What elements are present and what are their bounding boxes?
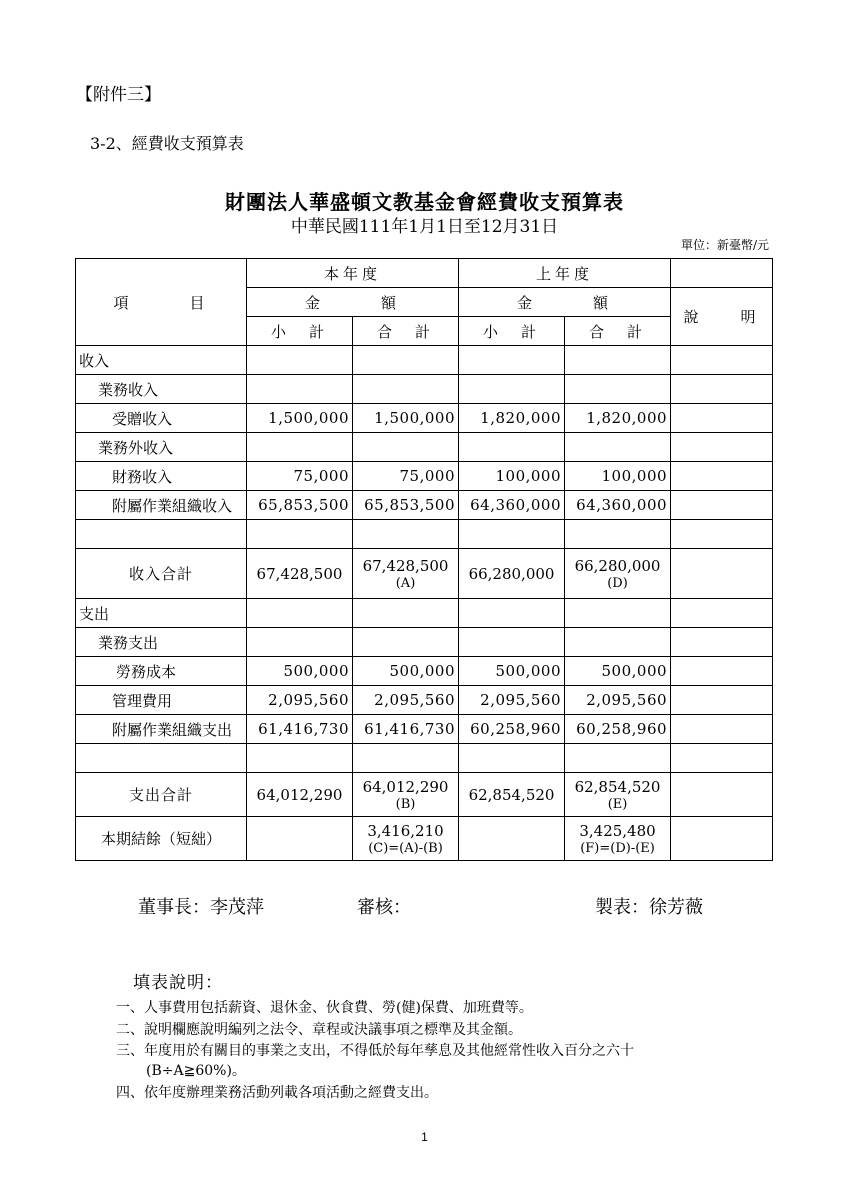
currency-unit: 單位：新臺幣/元 [680,238,769,252]
income-section-label: 收入 [76,346,247,375]
table-row [76,599,773,628]
note-item-3: 三、年度用於有關目的事業之支出，不得低於每年孳息及其他經常性收入百分之六十 [116,1043,634,1059]
table-row [76,817,773,861]
financial-cur-sub: 75,000 [247,462,353,491]
income-total-cur-sub: 67,428,500 [247,549,353,599]
budget-table [75,258,773,861]
affiliated-expense-prev-sub: 60,258,960 [459,715,565,744]
income-total-cur-total-cell [353,549,459,599]
affiliated-expense-prev-total: 60,258,960 [565,715,671,744]
labor-cur-sub: 500,000 [247,657,353,686]
header-item: 項 目 [76,259,247,346]
surplus-cur-total: 3,416,210 [367,821,444,840]
table-row [76,520,773,549]
donation-cur-sub: 1,500,000 [247,404,353,433]
table-row [76,375,773,404]
financial-prev-total: 100,000 [565,462,671,491]
labor-prev-sub: 500,000 [459,657,565,686]
expense-total-cur-total: 64,012,290 [362,777,449,796]
header-amount-previous: 金 額 [459,288,671,317]
affiliated-income-cur-total: 65,853,500 [353,491,459,520]
admin-prev-total: 2,095,560 [565,686,671,715]
financial-prev-sub: 100,000 [459,462,565,491]
admin-cur-total: 2,095,560 [353,686,459,715]
note-item-4: 四、依年度辦理業務活動列載各項活動之經費支出。 [116,1085,438,1101]
donation-cur-total: 1,500,000 [353,404,459,433]
table-row [76,657,773,686]
expense-total-prev-total: 62,854,520 [574,777,661,796]
financial-cur-total: 75,000 [353,462,459,491]
header-total-current: 合 計 [353,317,459,346]
document-title: 財團法人華盛頓文教基金會經費收支預算表 [225,190,624,214]
operating-expense-label: 業務支出 [76,628,247,657]
note-item-2: 二、說明欄應說明編列之法令、章程或決議事項之標準及其金額。 [116,1022,522,1038]
donation-label: 受贈收入 [76,404,247,433]
surplus-prev-total: 3,425,480 [579,821,656,840]
financial-income-label: 財務收入 [76,462,247,491]
affiliated-expense-label: 附屬作業組織支出 [76,715,247,744]
expense-total-label: 支出合計 [76,773,247,817]
expense-total-cur-note: (B) [395,796,416,812]
table-row [76,433,773,462]
income-total-prev-sub: 66,280,000 [459,549,565,599]
table-row [76,404,773,433]
table-row [76,744,773,773]
income-total-prev-note: (D) [607,575,628,591]
attachment-label: 【附件三】 [76,85,161,105]
expense-total-cur-total-cell [353,773,459,817]
header-row-year [76,259,773,288]
expense-total-prev-total-cell [565,773,671,817]
header-amount-current: 金 額 [247,288,459,317]
table-row [76,491,773,520]
income-total-prev-total-cell [565,549,671,599]
table-row [76,686,773,715]
surplus-label: 本期結餘（短絀） [76,817,247,861]
admin-cost-label: 管理費用 [76,686,247,715]
chairman-signature: 董事長：李茂萍 [138,897,264,918]
preparer-signature: 製表：徐芳薇 [595,897,703,918]
labor-cur-total: 500,000 [353,657,459,686]
admin-cur-sub: 2,095,560 [247,686,353,715]
affiliated-income-cur-sub: 65,853,500 [247,491,353,520]
note-item-3-cont: (B÷A≧60%)。 [146,1063,246,1079]
note-item-1: 一、人事費用包括薪資、退休金、伙食費、勞(健)保費、加班費等。 [116,1000,533,1016]
table-row [76,715,773,744]
affiliated-income-prev-total: 64,360,000 [565,491,671,520]
surplus-prev-cell [565,817,671,861]
operating-income-label: 業務收入 [76,375,247,404]
table-row [76,628,773,657]
affiliated-income-label: 附屬作業組織收入 [76,491,247,520]
header-remarks: 說 明 [671,288,773,346]
donation-prev-total: 1,820,000 [565,404,671,433]
surplus-cur-cell [353,817,459,861]
expense-total-prev-sub: 62,854,520 [459,773,565,817]
table-row [76,549,773,599]
notes-title: 填表說明： [133,973,223,993]
table-row [76,346,773,375]
donation-prev-sub: 1,820,000 [459,404,565,433]
section-heading: 3-2、經費收支預算表 [90,134,244,153]
admin-prev-sub: 2,095,560 [459,686,565,715]
page-number: 1 [421,1130,428,1144]
affiliated-expense-cur-sub: 61,416,730 [247,715,353,744]
income-total-cur-total: 67,428,500 [362,556,449,575]
expense-section-label: 支出 [76,599,247,628]
header-total-previous: 合 計 [565,317,671,346]
affiliated-expense-cur-total: 61,416,730 [353,715,459,744]
labor-prev-total: 500,000 [565,657,671,686]
non-operating-income-label: 業務外收入 [76,433,247,462]
affiliated-income-prev-sub: 64,360,000 [459,491,565,520]
income-total-prev-total: 66,280,000 [574,556,661,575]
surplus-cur-formula: (C)=(A)-(B) [368,840,443,856]
table-row [76,773,773,817]
reviewer-signature: 審核： [357,897,411,918]
header-current-year: 本年度 [247,259,459,288]
header-subtotal-current: 小 計 [247,317,353,346]
header-blank-cell [671,259,773,288]
header-subtotal-previous: 小 計 [459,317,565,346]
expense-total-prev-note: (E) [607,796,628,812]
income-total-label: 收入合計 [76,549,247,599]
period-subtitle: 中華民國111年1月1日至12月31日 [290,217,559,237]
income-total-cur-note: (A) [395,575,416,591]
expense-total-cur-sub: 64,012,290 [247,773,353,817]
labor-cost-label: 勞務成本 [76,657,247,686]
table-row [76,462,773,491]
header-previous-year: 上年度 [459,259,671,288]
surplus-prev-formula: (F)=(D)-(E) [580,840,655,856]
